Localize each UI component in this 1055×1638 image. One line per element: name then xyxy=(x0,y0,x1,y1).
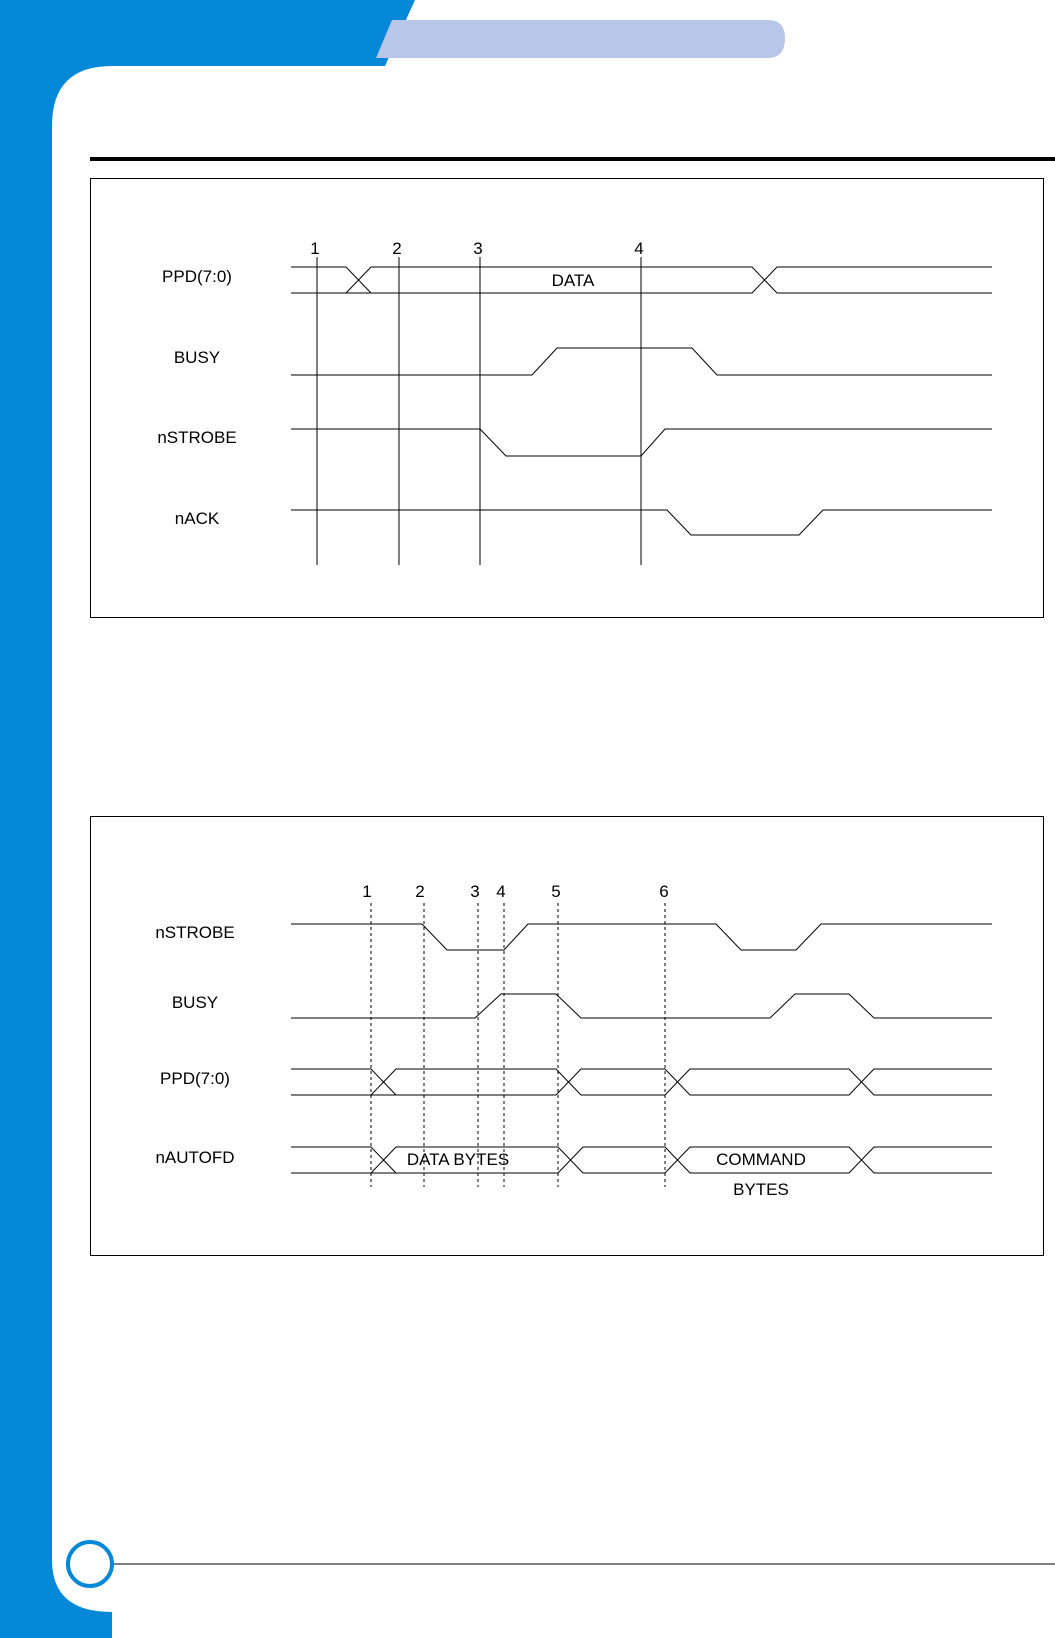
signal-label: nACK xyxy=(174,509,220,528)
marker-label: 2 xyxy=(415,882,425,901)
timing-diagram-1 xyxy=(90,178,1044,618)
signal-label: PPD(7:0) xyxy=(160,1069,230,1088)
bus-label-data: DATA xyxy=(551,271,595,290)
marker-label: 3 xyxy=(473,239,483,258)
marker-label: 1 xyxy=(310,239,320,258)
marker-label: 4 xyxy=(496,882,506,901)
signal-label: nAUTOFD xyxy=(155,1148,235,1167)
timing-diagram-2 xyxy=(90,816,1044,1256)
bus-label-data-bytes: DATA BYTES xyxy=(406,1150,510,1169)
busy-waveform xyxy=(291,994,992,1018)
marker-label: 2 xyxy=(392,239,402,258)
signal-label: nSTROBE xyxy=(155,923,235,942)
header-rule xyxy=(90,157,1055,161)
timing-diagram-1-svg xyxy=(91,179,1045,619)
signal-label: BUSY xyxy=(171,993,219,1012)
timing-diagram-2-svg xyxy=(91,817,1045,1257)
signal-label: PPD(7:0) xyxy=(162,267,232,286)
nautofd-bus-waveform xyxy=(291,1147,992,1173)
marker-label: 6 xyxy=(659,882,669,901)
marker-label: 1 xyxy=(362,882,372,901)
page-number-circle xyxy=(68,1542,112,1586)
signal-label: BUSY xyxy=(173,348,221,367)
bus-label-bytes: BYTES xyxy=(733,1180,789,1199)
ppd-bus-waveform xyxy=(291,1069,992,1095)
marker-label: 4 xyxy=(634,239,644,258)
marker-label: 3 xyxy=(470,882,480,901)
nstrobe-waveform xyxy=(291,924,992,950)
marker-label: 5 xyxy=(551,882,561,901)
header-pill xyxy=(376,20,785,58)
bus-label-command: COMMAND xyxy=(716,1150,806,1169)
signal-label: nSTROBE xyxy=(157,428,237,447)
